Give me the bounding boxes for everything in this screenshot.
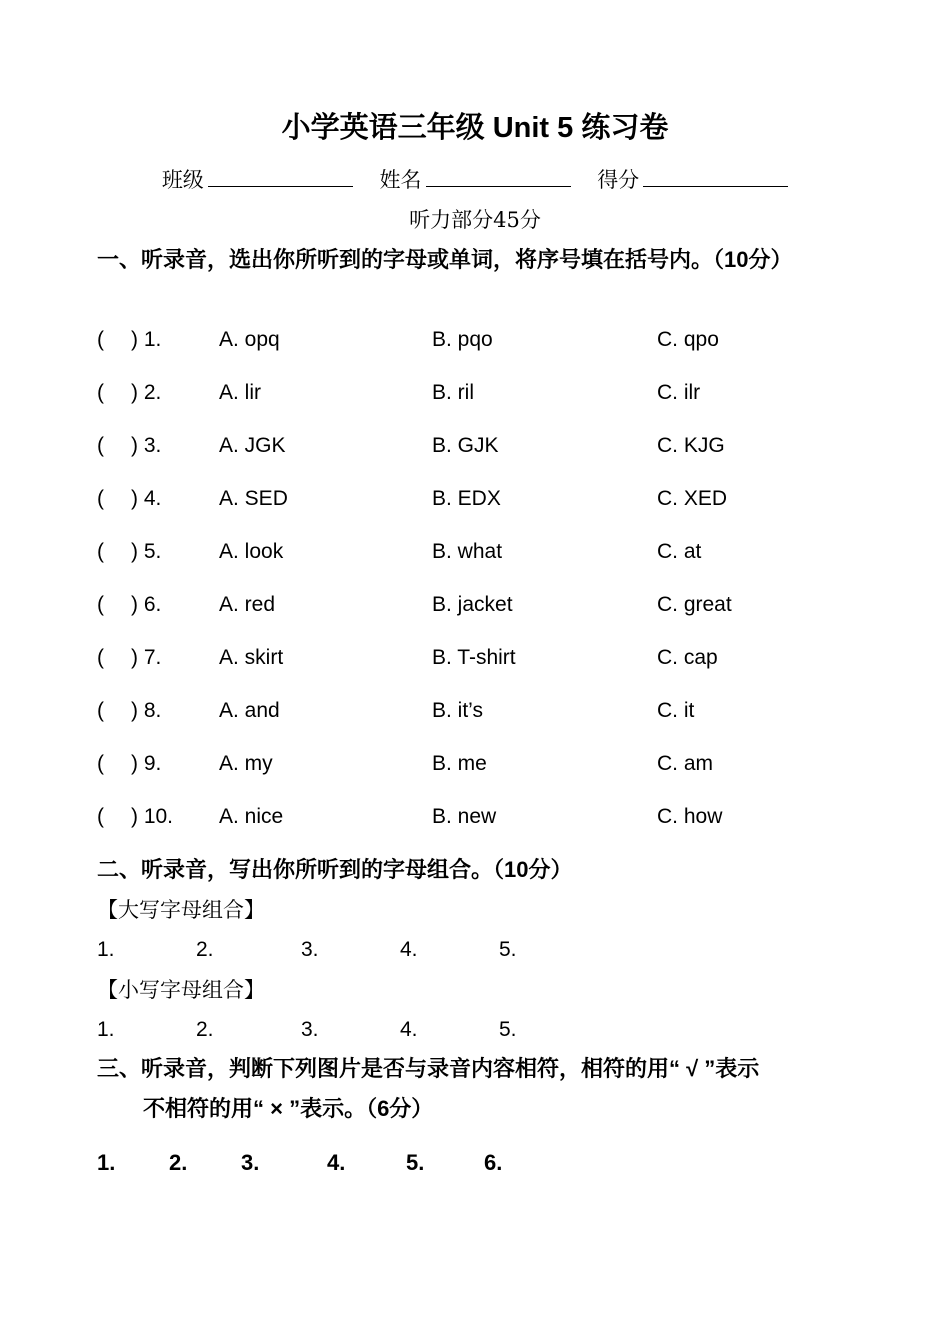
picture-number: 2.	[169, 1150, 188, 1175]
section3-heading-continued: 不相符的用“ × ”表示。（6分）	[143, 1096, 434, 1121]
option-b: B. new	[432, 805, 497, 828]
page-title: 小学英语三年级 Unit 5 练习卷	[281, 112, 669, 144]
class-blank[interactable]	[208, 164, 353, 187]
section1-heading: 一、听录音，选出你所听到的字母或单词，将序号填在括号内。（10分）	[97, 247, 793, 272]
uppercase-answer-row	[97, 934, 797, 966]
picture-number: 6.	[484, 1150, 503, 1175]
option-a: A. nice	[219, 805, 284, 828]
answer-bracket-open[interactable]: (	[97, 593, 104, 616]
answer-number: 2.	[196, 1018, 214, 1041]
option-b: B. it’s	[432, 699, 483, 722]
section2-heading: 二、听录音，写出你所听到的字母组合。（10分）	[97, 857, 573, 882]
option-a: A. opq	[219, 328, 280, 351]
answer-bracket-open[interactable]: (	[97, 487, 104, 510]
question-row	[97, 589, 857, 621]
answer-bracket-open[interactable]: (	[97, 805, 104, 828]
option-b: B. jacket	[432, 593, 513, 616]
option-b: B. me	[432, 752, 487, 775]
answer-number: 5.	[499, 1018, 517, 1041]
question-number: ) 4.	[131, 487, 162, 510]
answer-bracket-open[interactable]: (	[97, 752, 104, 775]
option-b: B. T-shirt	[432, 646, 516, 669]
option-b: B. GJK	[432, 434, 499, 457]
score-field	[597, 164, 788, 196]
answer-bracket-open[interactable]: (	[97, 699, 104, 722]
student-info-row	[0, 164, 950, 196]
option-c: C. XED	[657, 487, 728, 510]
question-number: ) 9.	[131, 752, 162, 775]
answer-number: 3.	[301, 938, 319, 961]
option-c: C. am	[657, 752, 714, 775]
answer-bracket-open[interactable]: (	[97, 434, 104, 457]
question-row	[97, 483, 857, 515]
option-c: C. at	[657, 540, 702, 563]
answer-bracket-open[interactable]: (	[97, 646, 104, 669]
option-c: C. KJG	[657, 434, 725, 457]
class-field	[162, 164, 353, 196]
name-blank[interactable]	[426, 164, 571, 187]
lowercase-answer-row	[97, 1014, 797, 1046]
option-c: C. it	[657, 699, 695, 722]
uppercase-label: 【大写字母组合】	[97, 898, 265, 922]
question-row	[97, 748, 857, 780]
listening-subtitle: 听力部分45分	[409, 208, 541, 232]
option-a: A. SED	[219, 487, 288, 510]
answer-number: 2.	[196, 938, 214, 961]
answer-number: 3.	[301, 1018, 319, 1041]
question-number: ) 2.	[131, 381, 162, 404]
name-label: 姓名	[379, 168, 422, 192]
answer-bracket-open[interactable]: (	[97, 540, 104, 563]
option-a: A. lir	[219, 381, 261, 404]
option-a: A. my	[219, 752, 273, 775]
question-number: ) 3.	[131, 434, 162, 457]
picture-number: 1.	[97, 1150, 116, 1175]
option-b: B. what	[432, 540, 503, 563]
answer-number: 1.	[97, 938, 115, 961]
question-number: ) 8.	[131, 699, 162, 722]
answer-number: 5.	[499, 938, 517, 961]
option-a: A. red	[219, 593, 276, 616]
picture-number-row	[97, 1146, 797, 1180]
class-label: 班级	[161, 168, 204, 192]
question-number: ) 10.	[131, 805, 174, 828]
score-blank[interactable]	[643, 164, 788, 187]
question-row	[97, 801, 857, 833]
answer-number: 4.	[400, 1018, 418, 1041]
option-c: C. qpo	[657, 328, 719, 351]
option-b: B. pqo	[432, 328, 493, 351]
name-field	[380, 164, 571, 196]
question-number: ) 7.	[131, 646, 162, 669]
question-row	[97, 430, 857, 462]
option-b: B. ril	[432, 381, 474, 404]
lowercase-label: 【小写字母组合】	[97, 978, 265, 1002]
question-number: ) 5.	[131, 540, 162, 563]
option-a: A. and	[219, 699, 280, 722]
question-row	[97, 536, 857, 568]
answer-bracket-open[interactable]: (	[97, 328, 104, 351]
question-number: ) 1.	[131, 328, 162, 351]
option-a: A. look	[219, 540, 284, 563]
answer-number: 1.	[97, 1018, 115, 1041]
option-a: A. skirt	[219, 646, 284, 669]
option-c: C. great	[657, 593, 732, 616]
picture-number: 4.	[327, 1150, 346, 1175]
question-row	[97, 377, 857, 409]
option-b: B. EDX	[432, 487, 501, 510]
picture-number: 3.	[241, 1150, 260, 1175]
question-number: ) 6.	[131, 593, 162, 616]
option-c: C. cap	[657, 646, 718, 669]
option-c: C. how	[657, 805, 723, 828]
question-row	[97, 324, 857, 356]
question-row	[97, 695, 857, 727]
option-a: A. JGK	[219, 434, 286, 457]
score-label: 得分	[597, 168, 640, 192]
answer-number: 4.	[400, 938, 418, 961]
picture-number: 5.	[406, 1150, 425, 1175]
option-c: C. ilr	[657, 381, 701, 404]
question-row	[97, 642, 857, 674]
section3-heading: 三、听录音，判断下列图片是否与录音内容相符，相符的用“ √ ”表示	[97, 1056, 760, 1081]
answer-bracket-open[interactable]: (	[97, 381, 104, 404]
